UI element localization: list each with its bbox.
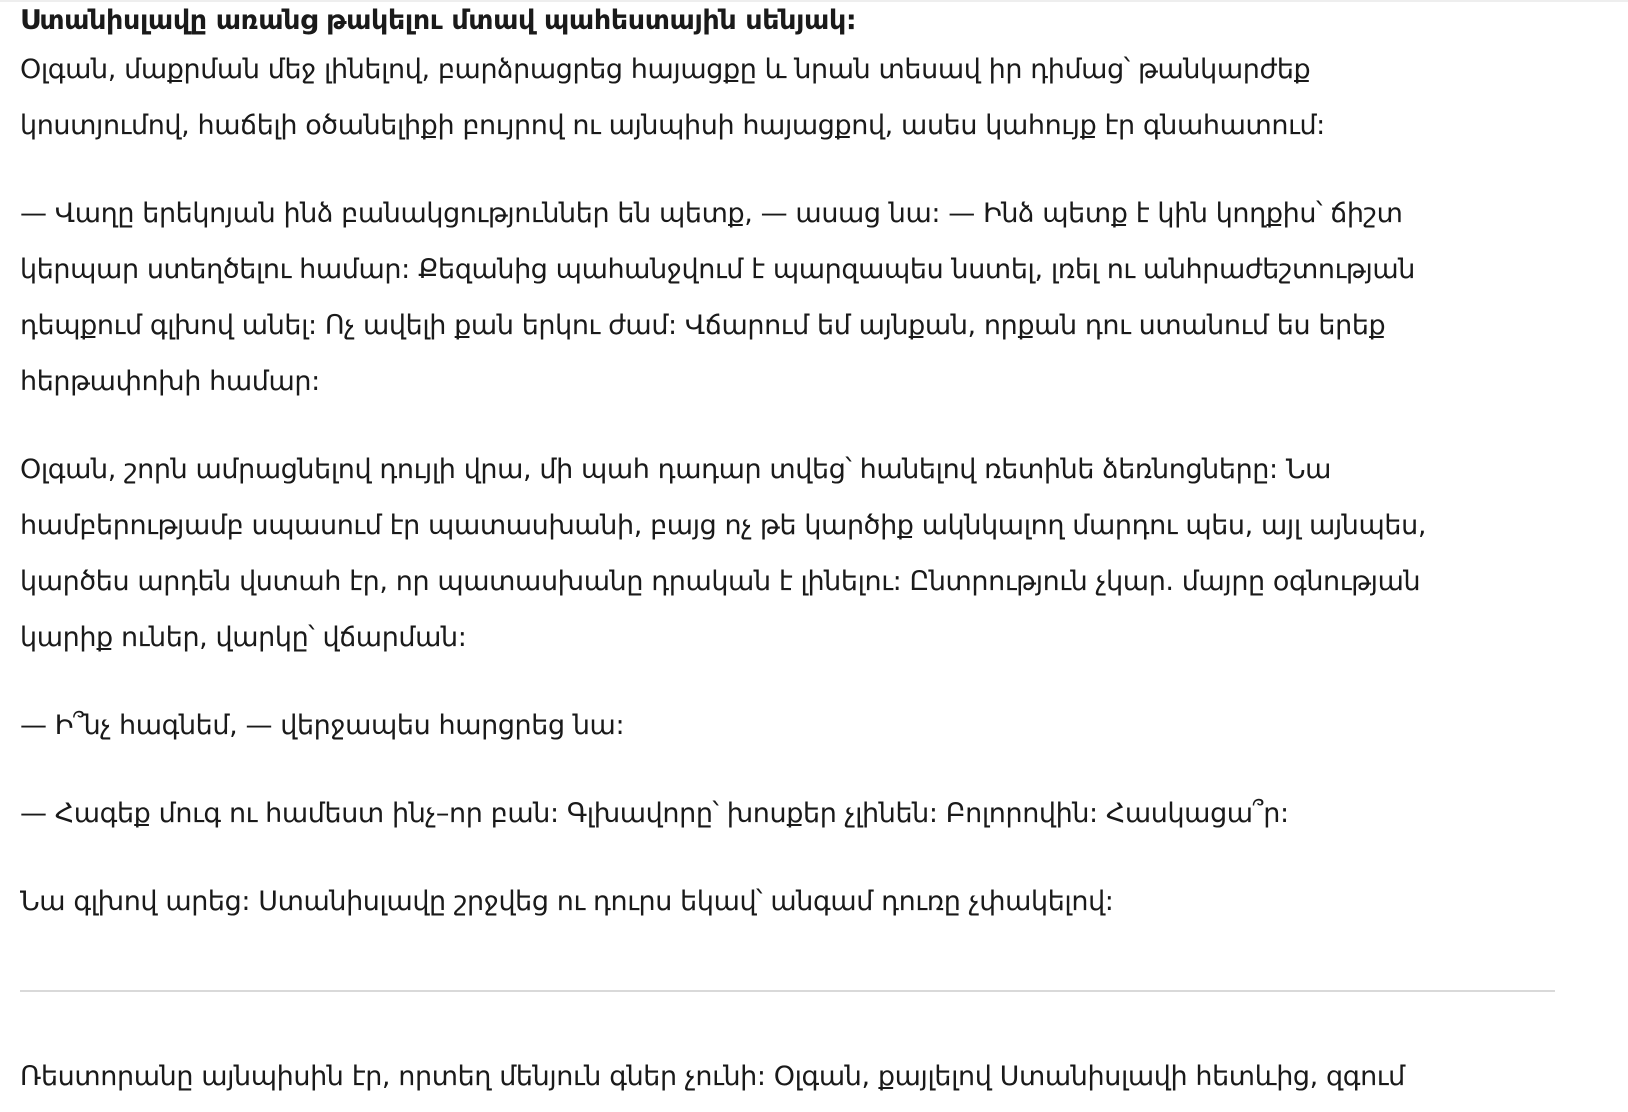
section-heading: Ստանիսլավը առանց թակելու մտավ պահեստային սենյակ: [20, 5, 857, 36]
text-line: կարծես արդեն վստահ էր, որ պատասխանը դրական է լինելու: Ընտրություն չկար. մայրը օգնության [20, 566, 1421, 597]
text-line: Օլգան, շորն ամրացնելով դույլի վրա, մի պահ դադար տվեց՝ հանելով ռետինե ձեռնոցները: Նա [20, 454, 1332, 485]
text-line: համբերությամբ սպասում էր պատասխանի, բայց ոչ թե կարծիք ակնկալող մարդու պես, այլ այնպես, [20, 510, 1427, 541]
document-body [20, 0, 1560, 930]
text-line: Օլգան, մաքրման մեջ լինելով, բարձրացրեց հայացքը և նրան տեսավ իր դիմաց՝ թանկարժեք [20, 54, 1311, 85]
text-line: — Ի՞նչ հագնեմ, — վերջապես հարցրեց նա: [20, 710, 625, 741]
text-line: կոստյումով, հաճելի օծանելիքի բույրով ու այնպիսի հայացքով, ասես կահույք էր գնահատում: [20, 110, 1325, 141]
text-line: հերթափոխի համար: [20, 366, 320, 397]
text-line: դեպքում գլխով անել: Ոչ ավելի քան երկու ժամ: Վճարում եմ այնքան, որքան դու ստանում ես երեք [20, 310, 1386, 341]
text-line: կերպար ստեղծելու համար: Քեզանից պահանջվում է պարզապես նստել, լռել ու անհրաժեշտության [20, 254, 1416, 285]
text-line: Նա գլխով արեց: Ստանիսլավը շրջվեց ու դուրս եկավ՝ անգամ դուռը չփակելով: [20, 886, 1114, 917]
text-line: — Վաղը երեկոյան ինձ բանակցություններ են պետք, — ասաց նա: — Ինձ պետք է կին կողքիս՝ ճիշտ [20, 198, 1403, 229]
paragraph [20, 42, 1560, 154]
paragraph [20, 698, 1560, 754]
text-line: — Հագեք մուգ ու համեստ ինչ–որ բան: Գլխավորը՝ խոսքեր չլինեն: Բոլորովին: Հասկացա՞ր: [20, 798, 1289, 829]
text-line: կարիք ուներ, վարկը՝ վճարման: [20, 622, 467, 653]
section-divider [20, 990, 1555, 992]
paragraph [20, 186, 1560, 410]
paragraph [20, 874, 1560, 930]
text-line: Ռեստորանը այնպիսին էր, որտեղ մենյուն գներ չունի: Օլգան, քայլելով Ստանիսլավի հետևից, զգում [20, 1061, 1405, 1092]
paragraph [20, 786, 1560, 842]
paragraph [20, 442, 1560, 666]
